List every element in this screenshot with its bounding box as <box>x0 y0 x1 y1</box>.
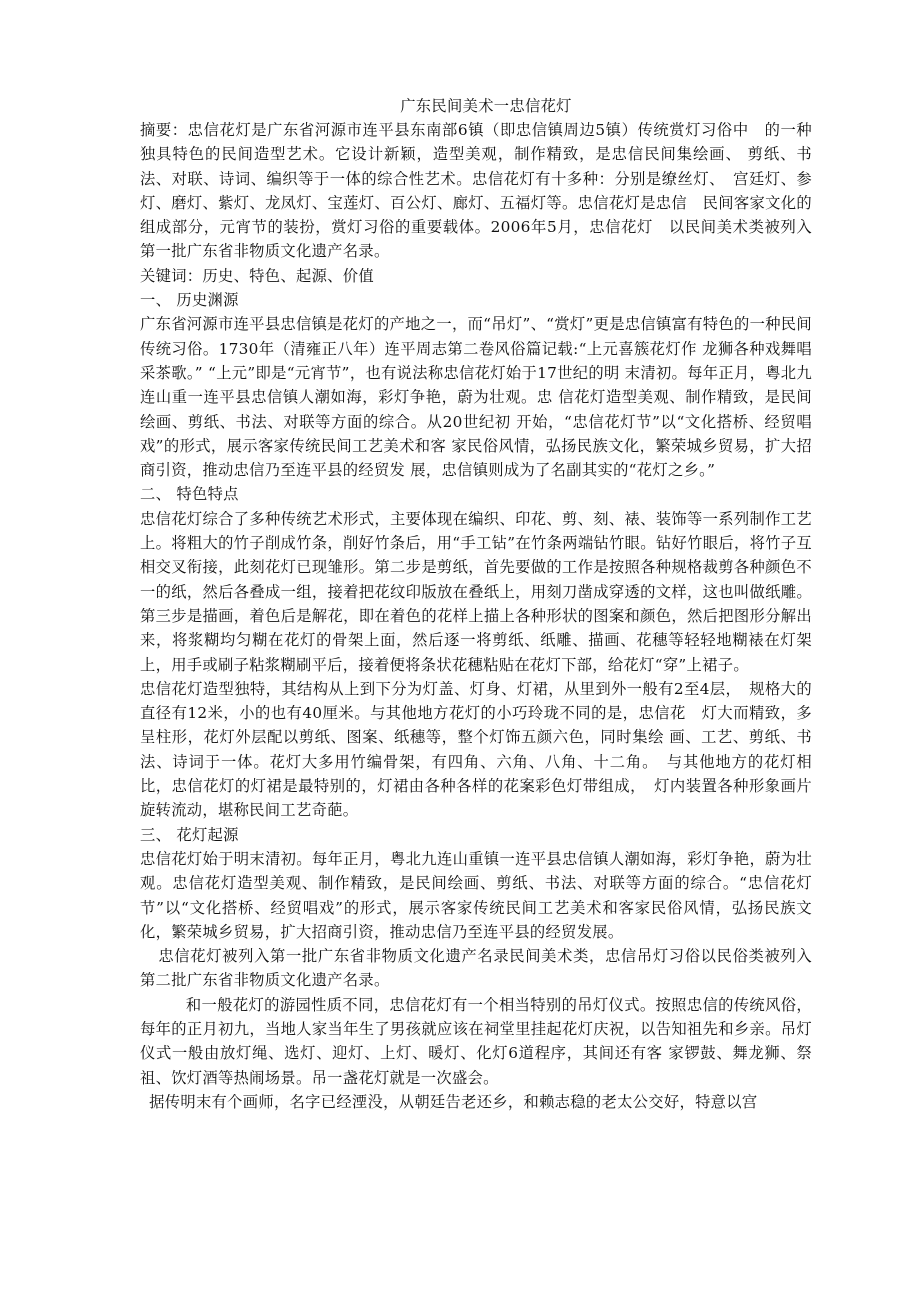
section-heading-history: 一、 历史渊源 <box>140 291 239 310</box>
paragraph-history-1: 广东省河源市连平县忠信镇是花灯的产地之一，而“吊灯”、“赏灯”更是忠信镇富有特色的一种民间传统习俗。1730年（清雍正八年）连平周志第二卷风俗篇记载:“上元喜簇花灯作 龙狮各种戏舞唱采茶歌。” “上元”即是“元宵节”，也有说法称忠信花灯始于17世纪的明 末清初。每年正月，粤北九连山重一连平县忠信镇人潮如海，彩灯争艳，蔚为壮观。忠 信花灯造型美观、制作精致，是民间绘画、剪纸、书法、对联等方面的综合。从20世纪初 开始，“忠信花灯节”以“文化搭桥、经贸唱戏”的形式，展示客家传统民间工艺美术和客 家民俗风情，弘扬民族文化，繁荣城乡贸易，扩大招商引资，推动忠信乃至连平县的经贸发 展，忠信镇则成为了名副其实的“花灯之乡。” <box>140 315 812 480</box>
document-body <box>140 94 812 1114</box>
paragraph-origin-2: 忠信花灯被列入第一批广东省非物质文化遗产名录民间美术类，忠信吊灯习俗以民俗类被列入第二批广东省非物质文化遗产名录。 <box>140 947 812 990</box>
paragraph-features-1: 忠信花灯综合了多种传统艺术形式，主要体现在编织、印花、剪、刻、裱、装饰等一系列制作工艺上。将粗大的竹子削成竹条，削好竹条后，用“手工钻”在竹条两端钻竹眼。钻好竹眼后，将竹子互相交叉衔接，此刻花灯已现雏形。第二步是剪纸，首先要做的工作是按照各种规格裁剪各种颜色不一的纸，然后各叠成一组，接着把花纹印版放在叠纸上，用刻刀凿成穿透的文样，这也叫做纸雕。第三步是描画，着色后是解花，即在着色的花样上描上各种形状的图案和颜色，然后把图形分解出来，将浆糊均匀糊在花灯的骨架上面，然后逐一将剪纸、纸雕、描画、花穗等轻轻地糊裱在灯架上，用手或刷子粘浆糊刷平后，接着便将条状花穗粘贴在花灯下部，给花灯“穿”上裙子。 <box>140 509 812 674</box>
paragraph-origin-1: 忠信花灯始于明末清初。每年正月，粤北九连山重镇一连平县忠信镇人潮如海，彩灯争艳，蔚为壮观。忠信花灯造型美观、制作精致，是民间绘画、剪纸、书法、对联等方面的综合。“忠信花灯节”以“文化搭桥、经贸唱戏”的形式，展示客家传统民间工艺美术和客家民俗风情，弘扬民族文化，繁荣城乡贸易，扩大招商引资，推动忠信乃至连平县的经贸发展。 <box>140 849 812 941</box>
section-heading-features: 二、 特色特点 <box>140 485 239 504</box>
keywords-line: 关键词：历史、特色、起源、价值 <box>140 266 374 285</box>
paragraph-features-2: 忠信花灯造型独特，其结构从上到下分为灯盖、灯身、灯裙，从里到外一般有2至4层， 规格大的直径有12米，小的也有40厘米。与其他地方花灯的小巧玲珑不同的是，忠信花 灯大而精致，多呈柱形，花灯外层配以剪纸、图案、纸穗等，整个灯饰五颜六色，同时集绘 画、工艺、剪纸、书法、诗词于一体。花灯大多用竹编骨架，有四角、六角、八角、十二角。 与其他地方的花灯相比，忠信花灯的灯裙是最特别的，灯裙由各种各样的花案彩色灯带组成， 灯内装置各种形象画片旋转流动，堪称民间工艺奇葩。 <box>140 679 812 820</box>
abstract-paragraph: 摘要：忠信花灯是广东省河源市连平县东南部6镇（即忠信镇周边5镇）传统赏灯习俗中 的一种独具特色的民间造型艺术。它设计新颖，造型美观，制作精致，是忠信民间集绘画、 剪纸、书法、对联、诗词、编织等于一体的综合性艺术。忠信花灯有十多种：分别是缭丝灯、 宫廷灯、参灯、磨灯、紫灯、龙凤灯、宝莲灯、百公灯、廊灯、五福灯等。忠信花灯是忠信 民间客家文化的组成部分，元宵节的装扮，赏灯习俗的重要载体。2006年5月，忠信花灯 以民间美术类被列入第一批广东省非物质文化遗产名录。 <box>140 121 812 261</box>
document-title: 广东民间美术一忠信花灯 <box>400 97 572 115</box>
section-heading-origin: 三、 花灯起源 <box>140 825 239 844</box>
paragraph-origin-3: 和一般花灯的游园性质不同，忠信花灯有一个相当特别的吊灯仪式。按照忠信的传统风俗，每年的正月初九，当地人家当年生了男孩就应该在祠堂里挂起花灯庆祝，以告知祖先和乡亲。吊灯仪式一般由放灯绳、选灯、迎灯、上灯、暖灯、化灯6道程序，其间还有客 家锣鼓、舞龙狮、祭祖、饮灯酒等热闹场景。吊一盏花灯就是一次盛会。 <box>140 995 812 1087</box>
paragraph-origin-4: 据传明末有个画师，名字已经湮没，从朝廷告老还乡，和赖志稳的老太公交好，特意以宫 <box>149 1092 758 1111</box>
